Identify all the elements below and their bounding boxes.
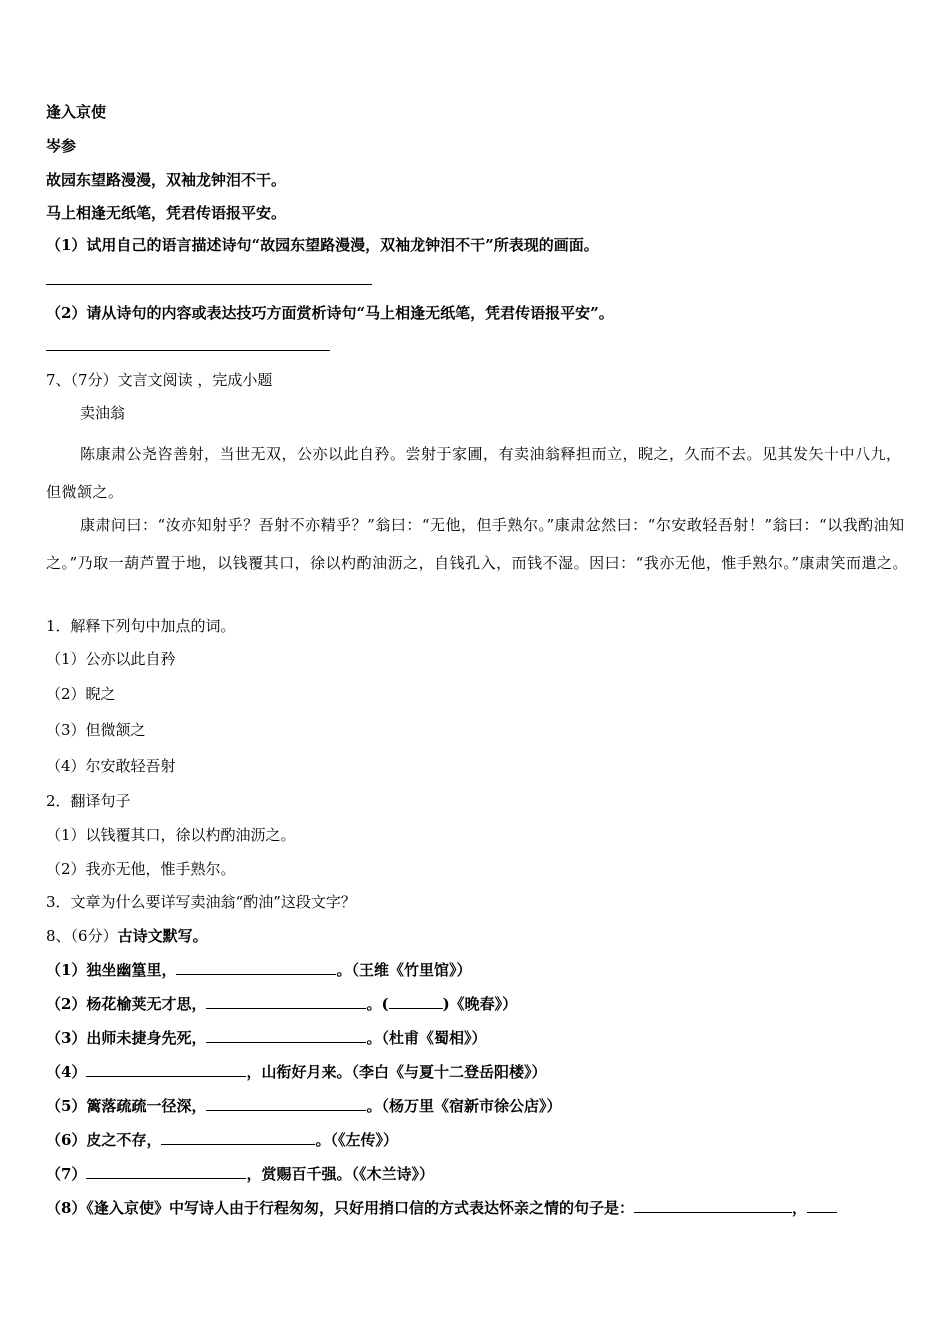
poem-line-2: 马上相逢无纸笔，凭君传语报平安。 <box>46 204 287 222</box>
q8-item-2-text: （2）杨花榆荚无才思， <box>46 995 207 1013</box>
poem-question-1: （1）试用自己的语言描述诗句“故园东望路漫漫，双袖龙钟泪不干”所表现的画面。 <box>46 236 599 254</box>
poem-author: 岑参 <box>46 137 77 155</box>
q8-item-7-num: （7） <box>46 1165 87 1183</box>
q7-sub2: 2．翻译句子 <box>46 792 131 810</box>
q7-sub1-item: （2）睨之 <box>46 685 116 703</box>
q8-item-2-source: )《晚春》） <box>442 995 518 1013</box>
q8-item-6 <box>46 1130 916 1150</box>
q8-item-5 <box>46 1096 916 1116</box>
q8-item-4-text: ，山衔好月来。（李白《与夏十二登岳阳楼》） <box>246 1063 547 1081</box>
fill-blank[interactable] <box>206 1096 366 1111</box>
q7-sub2-item: （2）我亦无他，惟手熟尔。 <box>46 860 236 878</box>
q8-header-prefix: 8、（6分） <box>46 927 118 945</box>
poem-title: 逢入京使 <box>46 103 107 121</box>
q7-sub1: 1．解释下列句中加点的词。 <box>46 617 236 635</box>
fill-blank-author[interactable] <box>389 994 443 1009</box>
poem-question-2: （2）请从诗句的内容或表达技巧方面赏析诗句“马上相逢无纸笔，凭君传语报平安”。 <box>46 304 614 322</box>
q7-sub1-item: （4）尔安敢轻吾射 <box>46 757 176 775</box>
q8-item-8 <box>46 1198 916 1218</box>
fill-blank[interactable] <box>86 1062 246 1077</box>
q7-passage-para-1: 陈康肃公尧咨善射，当世无双，公亦以此自矜。尝射于家圃，有卖油翁释担而立，睨之，久而不去。见其发矢十中八九，但微颔之。 <box>46 445 902 501</box>
q8-item-4-num: （4） <box>46 1063 87 1081</box>
answer-line-2[interactable] <box>46 350 330 351</box>
fill-blank[interactable] <box>634 1198 792 1213</box>
q8-item-4 <box>46 1062 916 1082</box>
fill-blank[interactable] <box>161 1130 315 1145</box>
q7-sub3: 3．文章为什么要详写卖油翁“酌油”这段文字？ <box>46 893 356 911</box>
q8-item-6-source: 。（《左传》） <box>315 1131 398 1149</box>
q8-item-5-source: 。（杨万里《宿新市徐公店》） <box>366 1097 562 1115</box>
q8-item-2 <box>46 994 916 1014</box>
q8-item-8-text: （8）《逢入京使》中写诗人由于行程匆匆，只好用捎口信的方式表达怀亲之情的句子是： <box>46 1199 634 1217</box>
q8-item-7-text: ，赏赐百千强。（《木兰诗》） <box>246 1165 434 1183</box>
q7-sub1-item: （1）公亦以此自矜 <box>46 650 176 668</box>
fill-blank[interactable] <box>86 1164 246 1179</box>
q8-item-8-comma: ， <box>791 1199 807 1217</box>
q8-header-title: 古诗文默写。 <box>117 927 208 945</box>
q8-item-3 <box>46 1028 916 1048</box>
q8-item-3-text: （3）出师未捷身先死， <box>46 1029 207 1047</box>
fill-blank[interactable] <box>176 960 336 975</box>
q8-item-1-source: 。（王维《竹里馆》） <box>336 961 472 979</box>
fill-blank[interactable] <box>206 1028 366 1043</box>
fill-blank[interactable] <box>807 1198 837 1213</box>
q8-item-6-text: （6）皮之不存， <box>46 1131 162 1149</box>
q7-header: 7、（7分）文言文阅读 ，完成小题 <box>46 371 273 389</box>
q8-item-3-source: 。（杜甫《蜀相》） <box>366 1029 487 1047</box>
q8-item-2-mid: 。( <box>366 995 389 1013</box>
q8-item-1 <box>46 960 916 980</box>
q8-item-1-text: （1）独坐幽篁里， <box>46 961 177 979</box>
answer-line-1[interactable] <box>46 284 372 285</box>
fill-blank[interactable] <box>206 994 366 1009</box>
q8-item-5-text: （5）篱落疏疏一径深， <box>46 1097 207 1115</box>
poem-line-1: 故园东望路漫漫，双袖龙钟泪不干。 <box>46 171 287 189</box>
q7-passage-para-2: 康肃问曰：“汝亦知射乎？吾射不亦精乎？”翁曰：“无他，但手熟尔。”康肃忿然曰：“尔安敢轻吾射！”翁曰：“以我酌油知之。”乃取一葫芦置于地，以钱覆其口，徐以杓酌油沥之，自钱孔入，而钱不湿。因曰：“我亦无他，惟手熟尔。”康肃笑而遣之。 <box>46 516 909 572</box>
q7-sub2-item: （1）以钱覆其口，徐以杓酌油沥之。 <box>46 826 296 844</box>
q8-header <box>46 926 916 946</box>
q7-sub1-item: （3）但微颔之 <box>46 721 146 739</box>
q8-item-7 <box>46 1164 916 1184</box>
q7-passage-title: 卖油翁 <box>80 404 126 422</box>
